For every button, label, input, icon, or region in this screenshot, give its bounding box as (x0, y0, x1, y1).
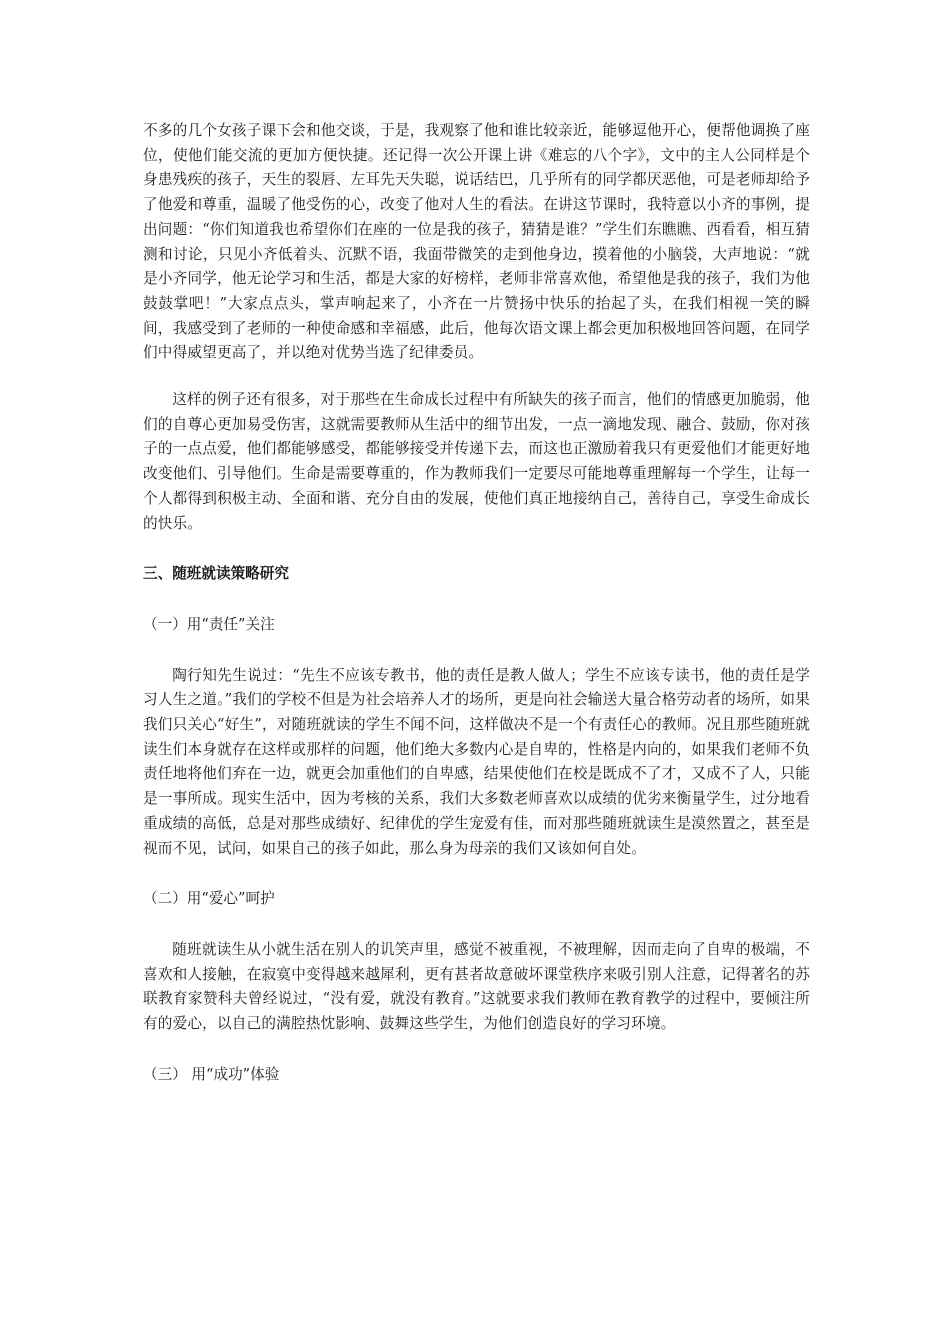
paragraph-respect-life: 这样的例子还有很多，对于那些在生命成长过程中有所缺失的孩子而言，他们的情感更加脆弱，他们的自尊心更加易受伤害，这就需要教师从生活中的细节出发，一点一滴地发现、融合、鼓励，你对孩子的一点点爱，他们都能够感受，都能够接受并传递下去，而这也正激励着我只有更爱他们才能更好地改变他们、引导他们。生命是需要尊重的，作为教师我们一定要尽可能地尊重理解每一个学生，让每一个人都得到积极主动、全面和谐、充分自由的发展，使他们真正地接纳自己，善待自己，享受生命成长的快乐。 (143, 391, 810, 532)
section-heading: 三、随班就读策略研究 (143, 565, 289, 583)
subheading-responsibility: （一）用“责任”关注 (143, 615, 275, 633)
paragraph-love: 随班就读生从小就生活在别人的讥笑声里，感觉不被重视，不被理解，因而走向了自卑的极端，不喜欢和人接触，在寂寞中变得越来越犀利，更有甚者故意破坏课堂秩序来吸引别人注意，记得著名的苏联教育家赞科夫曾经说过，“没有爱，就没有教育。”这就要求我们教师在教育教学的过程中，要倾注所有的爱心，以自己的满腔热忱影响、鼓舞这些学生，为他们创造良好的学习环境。 (143, 940, 810, 1033)
paragraph-story-xiaoqi: 不多的几个女孩子课下会和他交谈，于是，我观察了他和谁比较亲近，能够逗他开心，便帮他调换了座位，使他们能交流的更加方便快捷。还记得一次公开课上讲《难忘的八个字》，文中的主人公同样是个身患残疾的孩子，天生的裂唇、左耳先天失聪，说话结巴，几乎所有的同学都厌恶他，可是老师却给予了他爱和尊重，温暖了他受伤的心，改变了他对人生的看法。在讲这节课时，我特意以小齐的事例，提出问题：“你们知道我也希望你们在座的一位是我的孩子，猜猜是谁？”学生们东瞧瞧、西看看，相互猜测和讨论，只见小齐低着头、沉默不语，我面带微笑的走到他身边，摸着他的小脑袋，大声地说：“就是小齐同学，他无论学习和生活，都是大家的好榜样，老师非常喜欢他，希望他是我的孩子，我们为他鼓鼓掌吧！”大家点点头，掌声响起来了，小齐在一片赞扬中快乐的抬起了头，在我们相视一笑的瞬间，我感受到了老师的一种使命感和幸福感，此后，他每次语文课上都会更加积极地回答问题，在同学们中得威望更高了，并以绝对优势当选了纪律委员。 (143, 122, 810, 362)
subheading-success: （三） 用“成功”体验 (143, 1065, 280, 1083)
paragraph-responsibility: 陶行知先生说过：“先生不应该专教书，他的责任是教人做人；学生不应该专读书，他的责任是学习人生之道。”我们的学校不但是为社会培养人才的场所，更是向社会输送大量合格劳动者的场所，如果我们只关心“好生”，对随班就读的学生不闻不问，这样做决不是一个有责任心的教师。况且那些随班就读生们本身就存在这样或那样的问题，他们绝大多数内心是自卑的，性格是内向的，如果我们老师不负责任地将他们弃在一边，就更会加重他们的自卑感，结果使他们在校是既成不了才，又成不了人，只能是一事所成。现实生活中，因为考核的关系，我们大多数老师喜欢以成绩的优劣来衡量学生，过分地看重成绩的高低，总是对那些成绩好、纪律优的学生宠爱有佳，而对那些随班就读生是漠然置之，甚至是视而不见，试问，如果自己的孩子如此，那么身为母亲的我们又该如何自处。 (143, 666, 810, 857)
document-body (143, 119, 810, 1114)
subheading-love: （二）用“爱心”呵护 (143, 890, 275, 908)
